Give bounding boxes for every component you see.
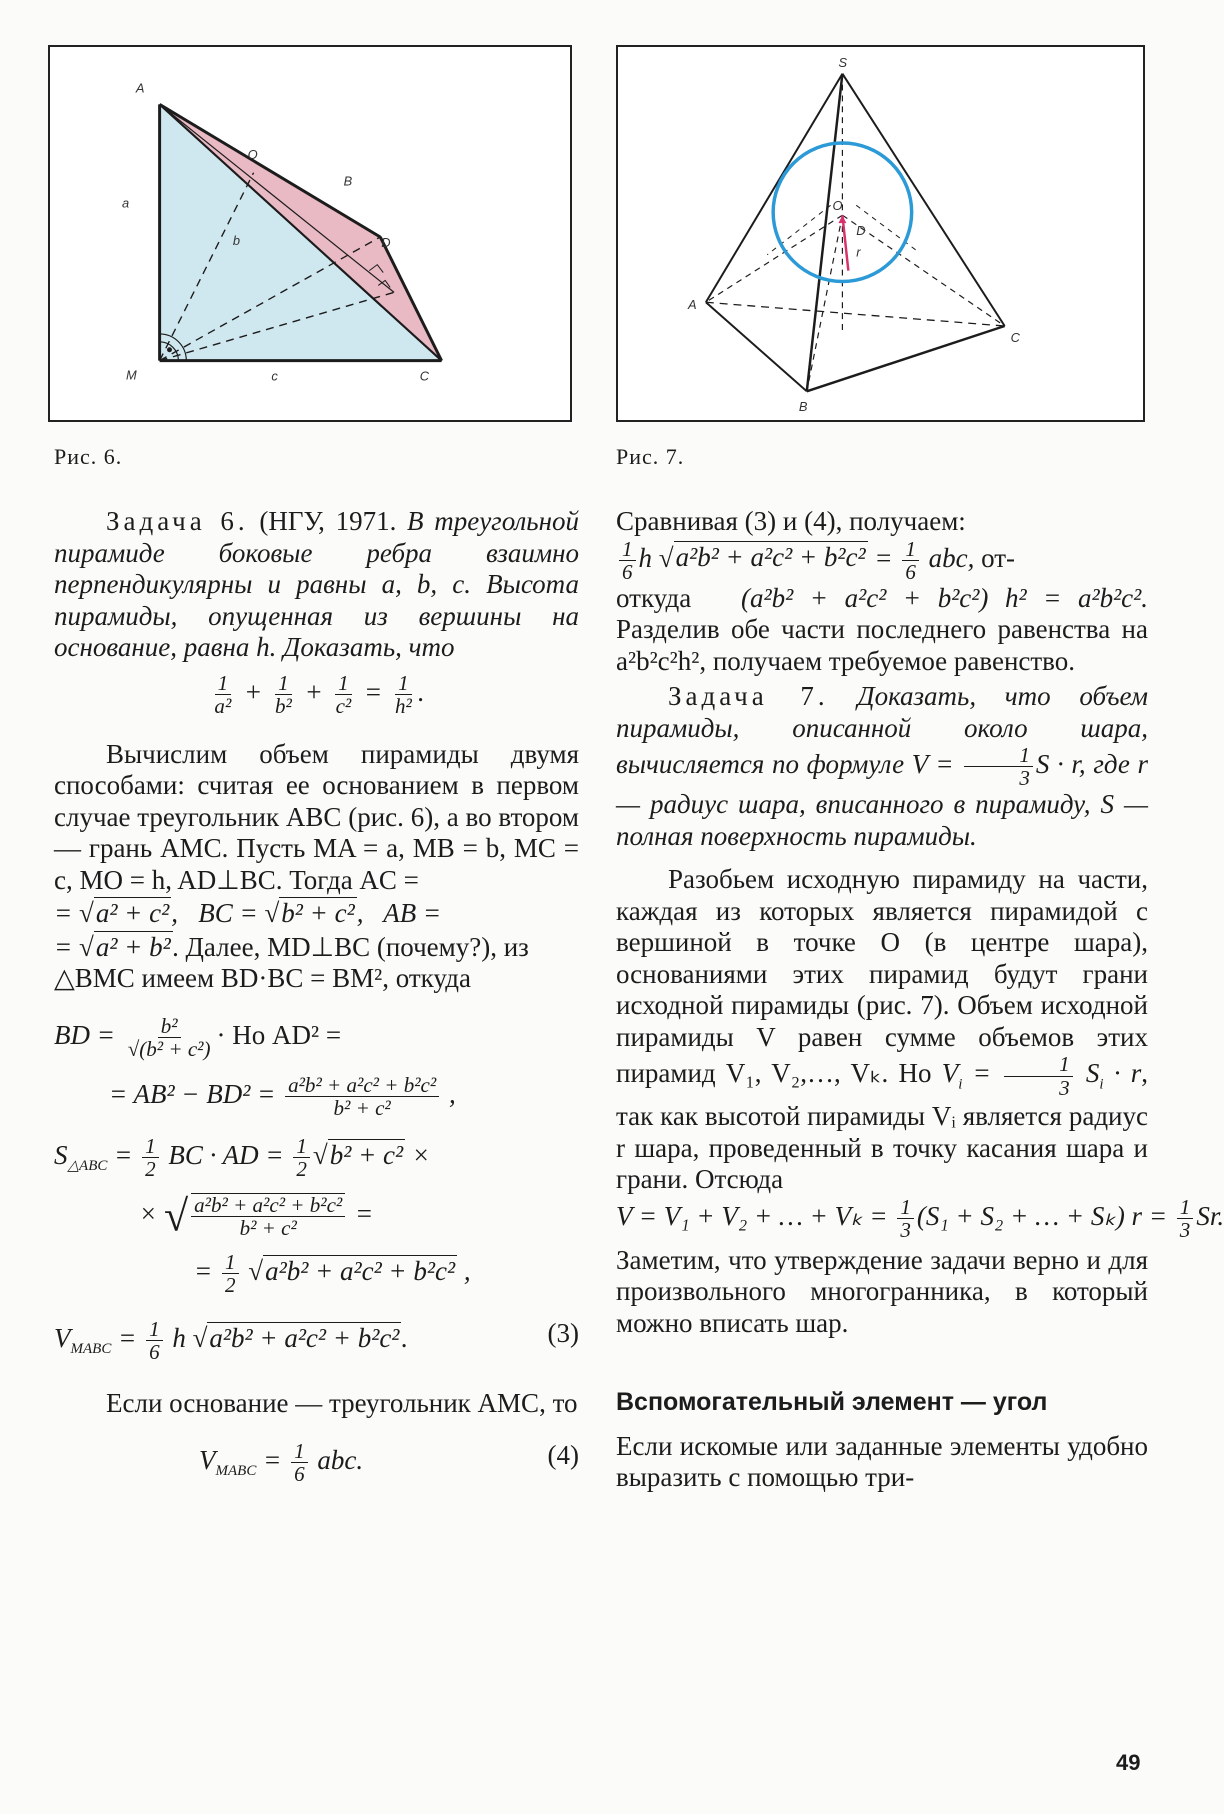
task-6-label: Задача 6. [106, 506, 249, 536]
formula-lengths: = √a² + c², BC = √b² + c², AB = [54, 898, 442, 929]
equation-4-tag: (4) [547, 1439, 579, 1470]
equation-3-tag: (3) [547, 1318, 579, 1349]
label-b: B [798, 399, 808, 415]
label-a: A [688, 297, 697, 313]
figure-6-caption: Рис. 6. [54, 444, 123, 469]
formula-bd: BD = $\frac{\text{b²}}{\text{√(b² + c²)}}$ · Но AD² = [54, 1013, 342, 1061]
task-6-formula: $\frac{1}{\text{a²}}$ + $\frac{1}{\text{b²}}$ + $\frac{1}{\text{c²}}$ = $\frac{1}{\text{h²}}$ . [214, 670, 425, 718]
comparison-paragraph-2: откуда (a²b² + a²c² + b²c²) h² = a²b²c². Разделив обе части последнего равенства на a²b²c²h², получаем требуемое равенство. [616, 582, 1149, 676]
edge-bc [807, 326, 1005, 391]
figure-7-drawing [618, 47, 1143, 420]
label-c-vertex: C [419, 368, 430, 384]
edge-sb [807, 74, 843, 392]
formula-comparison: $\frac{1}{6}$ h √a²b² + a²c² + b²c² = $\frac{1}{6}$ abc, от- [616, 538, 1148, 583]
task-7-label: Задача 7. [668, 681, 829, 712]
formula-area-cont: × √ $\frac{\text{a²b² + a²c² + b²c²}}{\text{b² + c²}}$ = [139, 1191, 374, 1241]
label-o: O [247, 146, 258, 162]
figure-6-drawing [50, 47, 570, 420]
task-6-source: (НГУ, 1971. [259, 506, 397, 536]
figure-6 [48, 45, 572, 422]
label-edge-c: c [271, 368, 278, 384]
label-m: M [125, 367, 137, 383]
page-number: 49 [1116, 1750, 1141, 1775]
formula-volume-sum: V = V₁ + V₂ + … + Vₖ = $\frac{1}{3}$ (S₁ + S₂ + … + Sₖ) r = $\frac{1}{3}$ Sr. [616, 1194, 1224, 1242]
task-7-text: Доказать, что объем пирамиды, описанной около шара, вычисляется по формуле [616, 681, 1148, 780]
formula-4: $V_{MABC}$ = $\frac{1}{6}$ abc. (4) [199, 1438, 579, 1486]
formula-3: $V_{MABC}$ = $\frac{1}{6}$ h √a²b² + a²c² + b²c². (3) [54, 1317, 579, 1365]
right-column [616, 506, 1224, 1494]
label-o: O [832, 198, 843, 214]
solution-7-paragraph: Разобьем исходную пирамиду на части, каждая из которых является пирамидой с вершиной в точке O (в центре шара), основаниями этих пирамид будут грани исходной пирамиды (рис. 7). Объем исходной пирамиды V равен сумме объемов этих пирамид V₁, V₂,…, Vₖ. Но $V_i$ = $\frac{1}{3}$ $S_i \cdot r$, так как высотой пирамиды Vᵢ является радиус r шара, проведенный в точку касания шара и грани. Отсюда [616, 864, 1149, 1195]
solution-paragraph-3: Если основание — треугольник AMC, то [106, 1388, 578, 1418]
formula-area: $S_{\triangle ABC}$ = $\frac{1}{2}$ BC · AD = $\frac{1}{2}$ √b² + c² × [54, 1134, 431, 1182]
label-b-vertex: B [343, 173, 353, 189]
label-s: S [838, 54, 848, 70]
formula-area-result: = $\frac{1}{2}$ √a²b² + a²c² + b²c² , [194, 1250, 471, 1298]
edge-sa [706, 74, 843, 303]
task-6-statement [54, 506, 579, 664]
label-a-vertex: A [135, 80, 145, 96]
label-d: D [856, 222, 866, 238]
formula-ad: = AB² − BD² = $\frac{\text{a²b² + a²c² + b²c²}}{\text{b² + c²}}$ , [109, 1072, 456, 1121]
label-edge-b: b [232, 232, 240, 248]
section-heading: Вспомогательный элемент — угол [616, 1388, 1048, 1417]
label-c: C [1010, 329, 1020, 345]
task-7-statement: Задача 7. Доказать, что объем пирамиды, описанной около шара, вычисляется по формуле V = $\frac{1}{3}$ S · r, где r — радиус шара, вписанного в пирамиду, S — полная поверхность пирамиды. [616, 681, 1149, 851]
edge-sc [842, 74, 1004, 326]
solution-paragraph-1: Вычислим объем пирамиды двумя способами: считая ее основанием в первом случае треугольник ABC (рис. 6), а во втором — грань AMC. Пусть MA = a, MB = b, MC = c, MO = h, AD⊥BC. Тогда AC = [54, 738, 579, 895]
label-d: D [381, 234, 391, 250]
task-7-text-2: где r — радиус шара, вписанного в пирамиду, S — полная поверхность пирамиды. [616, 749, 1149, 851]
formula-ab: = √a² + b². [54, 931, 180, 962]
radius-r [842, 215, 848, 270]
left-column [54, 506, 579, 1487]
task-6-text: В треугольной пирамиде боковые ребра взаимно перпендикулярны и равны a, b, c. Высота пирамиды, опущенная из вершины на основание, равна h. Доказать, что [54, 506, 579, 662]
label-r: r [856, 244, 861, 260]
section-paragraph: Если искомые или заданные элементы удобно выразить с помощью три- [616, 1430, 1148, 1493]
solution-paragraph-2: Далее, MD⊥BC (почему?), из △BMC имеем BD·BC = BM², откуда [54, 931, 529, 994]
edge-ac [706, 302, 1005, 326]
comparison-paragraph: Сравнивая (3) и (4), получаем: [616, 506, 966, 536]
figure-7-caption: Рис. 7. [616, 444, 685, 469]
label-edge-a: a [122, 195, 130, 211]
remark-paragraph: Заметим, что утверждение задачи верно и для произвольного многогранника, в который можно вписать шар. [616, 1244, 1148, 1338]
figure-7 [616, 45, 1145, 422]
edge-ab [706, 302, 807, 391]
